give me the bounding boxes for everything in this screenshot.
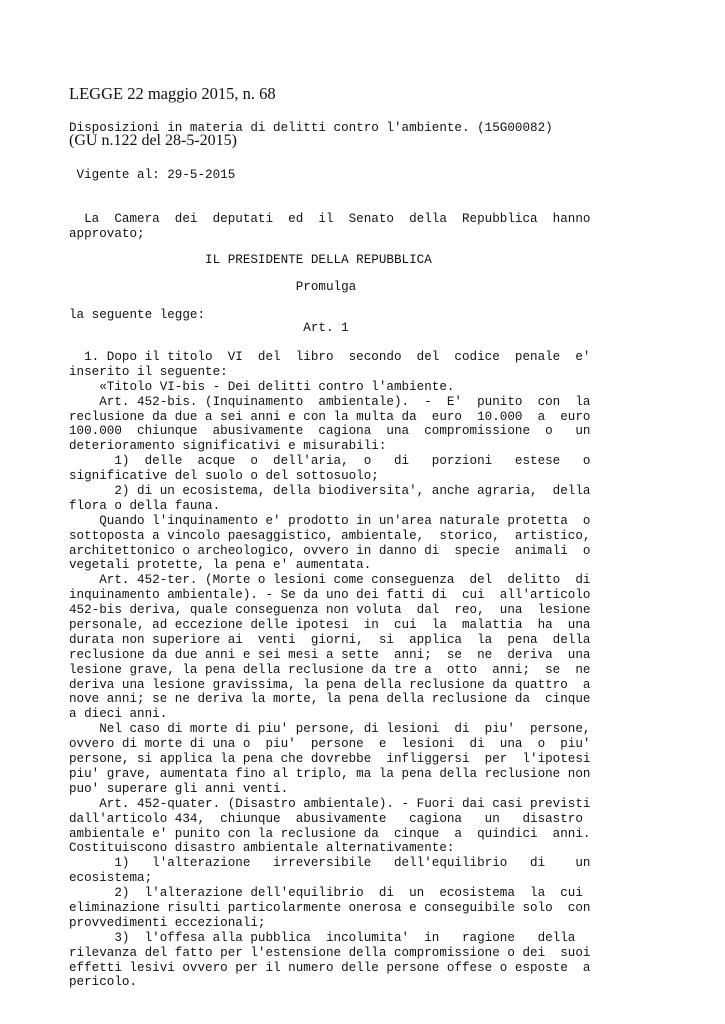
gazette-reference: (GU n.122 del 28-5-2015): [69, 132, 237, 149]
body-line: provvedimenti eccezionali;: [69, 915, 266, 930]
body-line: 100.000 chiunque abusivamente cagiona una compromissione o un: [69, 424, 591, 439]
body-line: 1) delle acque o dell'aria, o di porzioni estese o: [69, 454, 591, 469]
article-body: [69, 350, 589, 990]
body-line: ovvero di morte di una o piu' persone e lesioni di una o piu': [69, 737, 591, 752]
preamble-line-2: approvato;: [69, 227, 145, 241]
vigente-date: Vigente al: 29-5-2015: [69, 168, 236, 182]
body-line: durata non superiore ai venti giorni, si applica la pena della: [69, 632, 591, 647]
body-line: 2) l'alterazione dell'equilibrio di un ecosistema la cui: [69, 886, 583, 901]
body-line: 3) l'offesa alla pubblica incolumita' in ragione della: [69, 930, 576, 945]
body-line: reclusione da due a sei anni e con la multa da euro 10.000 a euro: [69, 409, 591, 424]
body-line: rilevanza del fatto per l'estensione della compromissione o dei suoi: [69, 945, 591, 960]
promulga-heading: Promulga: [69, 280, 357, 294]
body-line: Nel caso di morte di piu' persone, di lesioni di piu' persone,: [69, 722, 591, 737]
body-line: sottoposta a vincolo paesaggistico, ambientale, storico, artistico,: [69, 528, 591, 543]
body-line: puo' superare gli anni venti.: [69, 781, 289, 796]
law-title: LEGGE 22 maggio 2015, n. 68: [69, 84, 276, 103]
body-line: architettonico o archeologico, ovvero in danno di specie animali o: [69, 543, 591, 558]
body-line: flora o della fauna.: [69, 498, 221, 513]
president-heading: IL PRESIDENTE DELLA REPUBBLICA: [69, 253, 432, 267]
body-line: dall'articolo 434, chiunque abusivamente cagiona un disastro: [69, 811, 583, 826]
body-line: a dieci anni.: [69, 707, 168, 722]
preamble-line-1: La Camera dei deputati ed il Senato della Repubblica hanno: [69, 212, 591, 226]
body-line: reclusione da due anni e sei mesi a sette anni; se ne deriva una: [69, 647, 591, 662]
body-line: inserito il seguente:: [69, 364, 228, 379]
body-line: 452-bis deriva, quale conseguenza non voluta dal reo, una lesione: [69, 603, 591, 618]
body-line: effetti lesivi ovvero per il numero delle persone offese o esposte a: [69, 960, 591, 975]
body-line: eliminazione risulti particolarmente onerosa e conseguibile solo con: [69, 900, 591, 915]
body-line: lesione grave, la pena della reclusione da tre a otto anni; se ne: [69, 662, 591, 677]
law-subtitle: Disposizioni in materia di delitti contro l'ambiente. (15G00082): [69, 121, 553, 135]
body-line: deterioramento significativi e misurabili:: [69, 439, 387, 454]
body-line: deriva una lesione gravissima, la pena della reclusione da quattro a: [69, 677, 591, 692]
body-line: ecosistema;: [69, 871, 153, 886]
body-line: 1. Dopo il titolo VI del libro secondo del codice penale e': [69, 350, 591, 364]
article-heading: Art. 1: [69, 321, 349, 335]
body-line: Art. 452-ter. (Morte o lesioni come conseguenza del delitto di: [69, 573, 591, 588]
body-line: «Titolo VI-bis - Dei delitti contro l'ambiente.: [69, 379, 455, 394]
body-line: nove anni; se ne deriva la morte, la pena della reclusione da cinque: [69, 692, 591, 707]
body-line: 2) di un ecosistema, della biodiversita', anche agraria, della: [69, 484, 591, 499]
la-seguente-legge: la seguente legge:: [69, 308, 206, 322]
body-line: Costituiscono disastro ambientale alternativamente:: [69, 841, 455, 856]
body-line: significative del suolo o del sottosuolo;: [69, 469, 379, 484]
body-line: inquinamento ambientale). - Se da uno dei fatti di cui all'articolo: [69, 588, 591, 603]
body-line: pericolo.: [69, 975, 138, 990]
body-line: persone, si applica la pena che dovrebbe infliggersi per l'ipotesi: [69, 752, 591, 767]
body-line: 1) l'alterazione irreversibile dell'equilibrio di un: [69, 856, 591, 871]
body-line: personale, ad eccezione delle ipotesi in cui la malattia ha una: [69, 618, 591, 633]
body-line: vegetali protette, la pena e' aumentata.: [69, 558, 372, 573]
body-line: piu' grave, aumentata fino al triplo, ma la pena della reclusione non: [69, 766, 591, 781]
body-line: ambientale e' punito con la reclusione da cinque a quindici anni.: [69, 826, 591, 841]
body-line: Art. 452-bis. (Inquinamento ambientale). - E' punito con la: [69, 394, 591, 409]
body-line: Art. 452-quater. (Disastro ambientale). - Fuori dai casi previsti: [69, 796, 591, 811]
body-line: Quando l'inquinamento e' prodotto in un'area naturale protetta o: [69, 513, 591, 528]
